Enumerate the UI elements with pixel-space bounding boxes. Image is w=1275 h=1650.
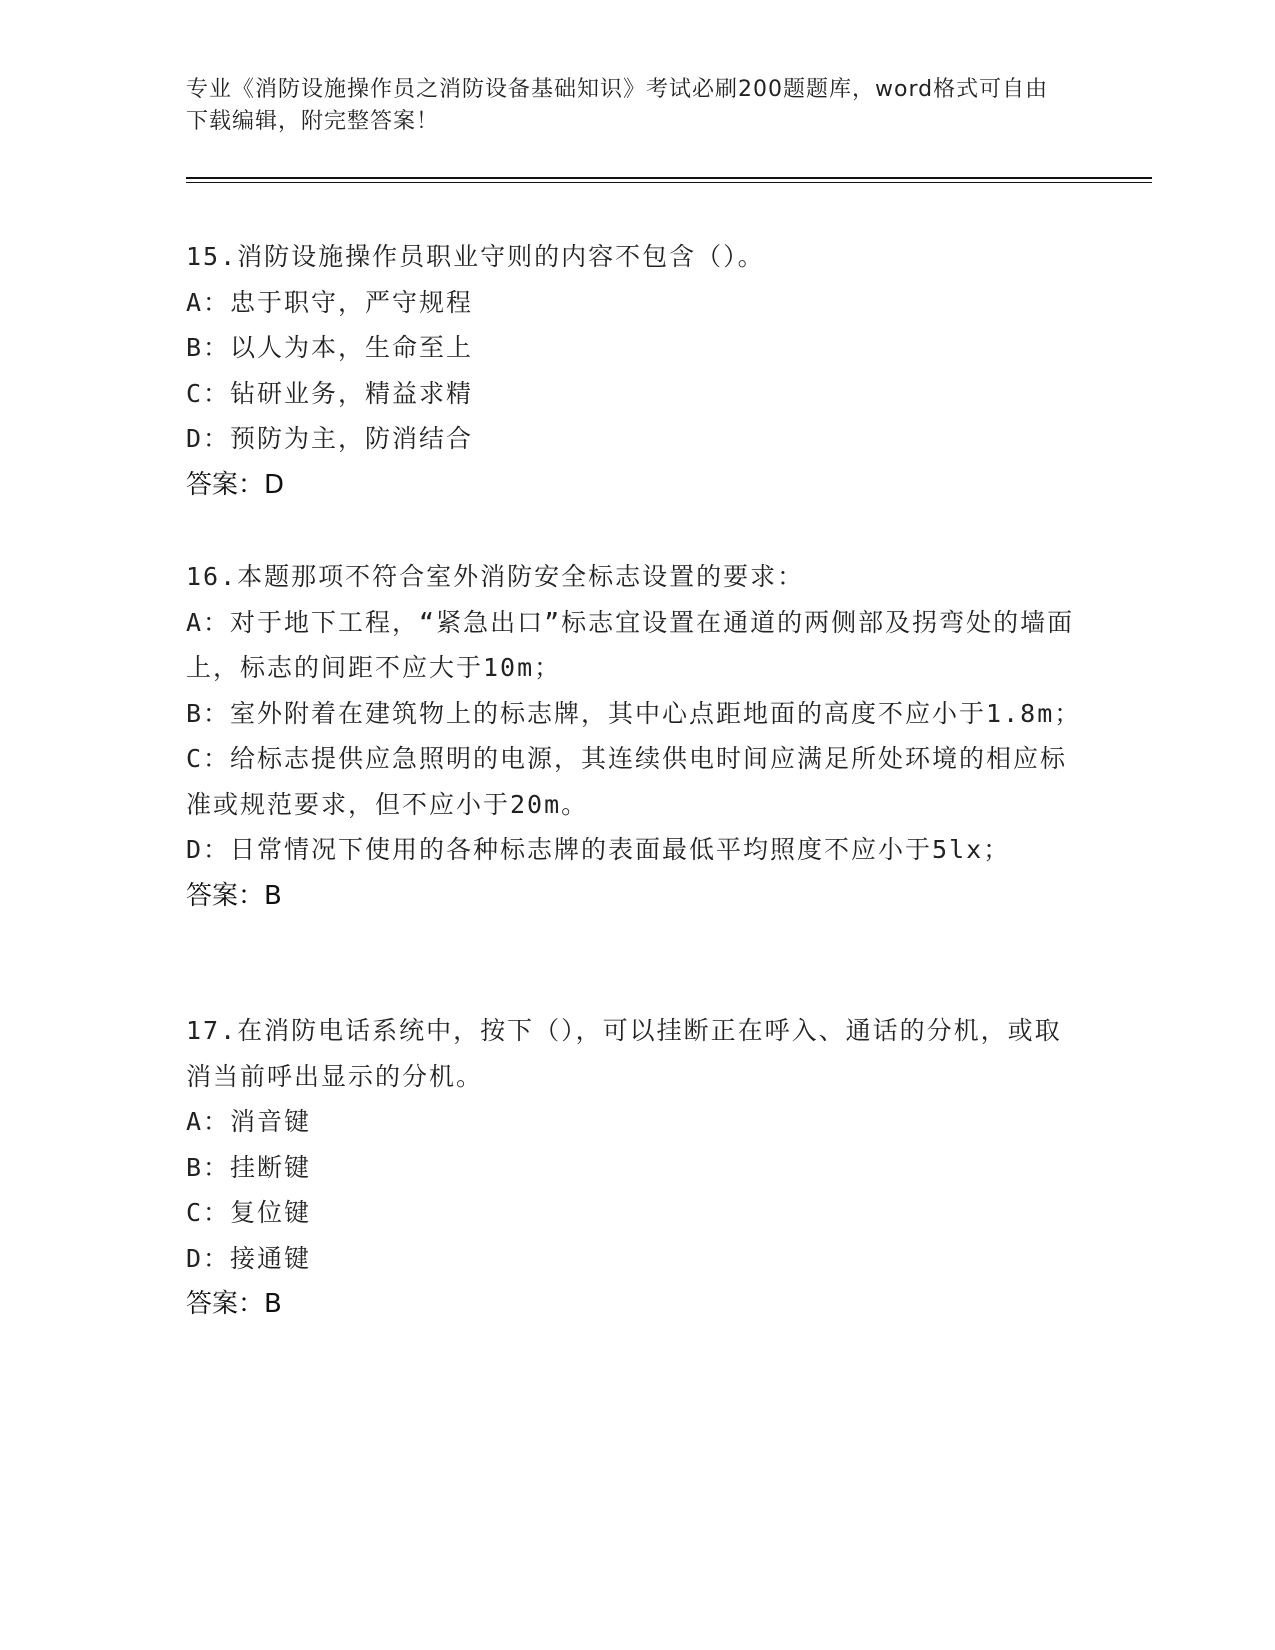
option-a: A：消音键: [186, 1107, 312, 1136]
option-a: A：对于地下工程，“紧急出口”标志宜设置在通道的两侧部及拐弯处的墙面上，标志的间距不应大于10m；: [186, 607, 1075, 682]
option-b: B：挂断键: [186, 1152, 312, 1182]
question-stem: 16.本题那项不符合室外消防安全标志设置的要求：: [186, 562, 805, 591]
question-15: [186, 234, 1086, 508]
option-d: D：预防为主，防消结合: [186, 424, 474, 453]
question-stem: 15.消防设施操作员职业守则的内容不包含（）。: [186, 242, 765, 271]
header-note: 专业《消防设施操作员之消防设备基础知识》考试必刷200题题库，word格式可自由下载编辑，附完整答案！: [186, 77, 1049, 134]
option-c: C：给标志提供应急照明的电源，其连续供电时间应满足所处环境的相应标准或规范要求，但不应小于20m。: [186, 744, 1068, 819]
answer: 答案：D: [186, 469, 285, 500]
option-b: B：室外附着在建筑物上的标志牌，其中心点距地面的高度不应小于1.8m；: [186, 698, 1082, 728]
option-c: C：复位键: [186, 1198, 312, 1227]
option-d: D：接通键: [186, 1243, 312, 1273]
option-b: B：以人为本，生命至上: [186, 333, 474, 362]
option-a: A：忠于职守，严守规程: [186, 287, 474, 317]
question-stem: 17.在消防电话系统中，按下（），可以挂断正在呼入、通话的分机，或取消当前呼出显示的分机。: [186, 1016, 1062, 1091]
question-16: [186, 554, 1086, 919]
answer: 答案：B: [186, 1289, 282, 1319]
answer: 答案：B: [186, 880, 282, 911]
header-divider: [186, 177, 1152, 183]
option-d: D：日常情况下使用的各种标志牌的表面最低平均照度不应小于5lx；: [186, 835, 1011, 864]
option-c: C：钻研业务，精益求精: [186, 378, 474, 408]
question-17: [186, 1008, 1086, 1327]
